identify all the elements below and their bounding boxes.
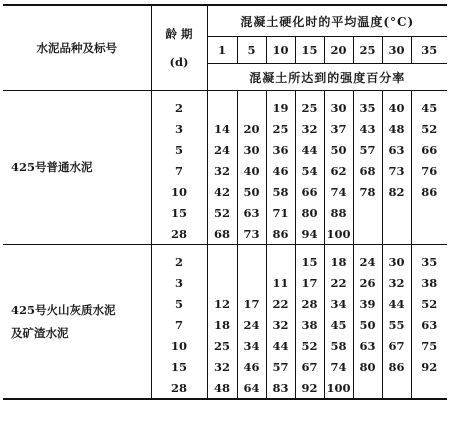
- strength-cell: [411, 223, 447, 245]
- strength-cell: 11: [266, 272, 295, 293]
- strength-cell: 74: [324, 181, 353, 202]
- strength-cell: 32: [295, 118, 324, 139]
- strength-cell: 37: [324, 118, 353, 139]
- strength-cell: 68: [207, 223, 237, 245]
- strength-cell: 63: [382, 139, 411, 160]
- strength-cell: 30: [324, 91, 353, 119]
- strength-cell: [382, 202, 411, 223]
- strength-cell: [207, 245, 237, 273]
- strength-cell: 43: [353, 118, 382, 139]
- cement-type-name: [3, 91, 151, 245]
- age-cell: 3: [151, 118, 207, 139]
- age-cell: 2: [151, 245, 207, 273]
- table-row: [3, 245, 447, 273]
- strength-cell: [353, 223, 382, 245]
- strength-cell: 26: [353, 272, 382, 293]
- strength-cell: 18: [207, 314, 237, 335]
- strength-cell: 58: [324, 335, 353, 356]
- strength-cell: [382, 377, 411, 399]
- strength-cell: 73: [382, 160, 411, 181]
- strength-cell: 17: [237, 293, 266, 314]
- strength-cell: [237, 272, 266, 293]
- temperature-col-35: 35: [411, 37, 447, 64]
- strength-cell: 34: [237, 335, 266, 356]
- strength-cell: [382, 223, 411, 245]
- age-cell: 15: [151, 202, 207, 223]
- strength-cell: 86: [266, 223, 295, 245]
- age-header-unit: (d): [169, 55, 189, 69]
- temperature-col-15: 15: [295, 37, 324, 64]
- age-cell: 28: [151, 377, 207, 399]
- strength-cell: 35: [411, 245, 447, 273]
- temperature-col-25: 25: [353, 37, 382, 64]
- strength-cell: 32: [207, 160, 237, 181]
- strength-cell: 25: [207, 335, 237, 356]
- strength-cell: 76: [411, 160, 447, 181]
- age-cell: 2: [151, 91, 207, 119]
- strength-cell: 46: [266, 160, 295, 181]
- temperature-col-30: 30: [382, 37, 411, 64]
- strength-cell: 83: [266, 377, 295, 399]
- strength-cell: [266, 245, 295, 273]
- strength-cell: 82: [382, 181, 411, 202]
- strength-cell: 18: [324, 245, 353, 273]
- temperature-header: 混凝土硬化时的平均温度(°C): [207, 5, 447, 37]
- strength-cell: 55: [382, 314, 411, 335]
- strength-cell: 44: [266, 335, 295, 356]
- strength-cell: 40: [382, 91, 411, 119]
- strength-cell: 58: [266, 181, 295, 202]
- strength-cell: 24: [207, 139, 237, 160]
- strength-cell: 57: [353, 139, 382, 160]
- strength-cell: 24: [237, 314, 266, 335]
- strength-cell: 45: [411, 91, 447, 119]
- age-header-label: 龄 期: [165, 27, 193, 41]
- strength-cell: 100: [324, 223, 353, 245]
- strength-cell: 44: [295, 139, 324, 160]
- strength-cell: 14: [207, 118, 237, 139]
- strength-cell: 50: [324, 139, 353, 160]
- cement-type-name-line: 及矿渣水泥: [11, 325, 69, 340]
- strength-cell: 22: [324, 272, 353, 293]
- strength-cell: 12: [207, 293, 237, 314]
- strength-cell: 32: [266, 314, 295, 335]
- strength-cell: 74: [324, 356, 353, 377]
- strength-cell: 45: [324, 314, 353, 335]
- strength-cell: 86: [382, 356, 411, 377]
- strength-cell: 80: [353, 356, 382, 377]
- strength-cell: 73: [237, 223, 266, 245]
- strength-cell: 34: [324, 293, 353, 314]
- strength-cell: 22: [266, 293, 295, 314]
- temperature-col-10: 10: [266, 37, 295, 64]
- strength-cell: 67: [382, 335, 411, 356]
- age-cell: 15: [151, 356, 207, 377]
- strength-cell: 48: [207, 377, 237, 399]
- age-cell: 28: [151, 223, 207, 245]
- strength-cell: 20: [237, 118, 266, 139]
- strength-cell: 92: [295, 377, 324, 399]
- age-cell: 7: [151, 314, 207, 335]
- strength-cell: 15: [295, 245, 324, 273]
- strength-cell: 32: [382, 272, 411, 293]
- strength-cell: 17: [295, 272, 324, 293]
- cement-type-name-line: 425号普通水泥: [11, 160, 93, 174]
- strength-cell: 66: [411, 139, 447, 160]
- strength-cell: 63: [411, 314, 447, 335]
- cement-type-header: 水泥品种及标号: [3, 5, 151, 91]
- strength-cell: [353, 377, 382, 399]
- strength-cell: 75: [411, 335, 447, 356]
- age-cell: 10: [151, 335, 207, 356]
- strength-cell: 66: [295, 181, 324, 202]
- strength-percent-header: 混凝土所达到的强度百分率: [207, 64, 447, 91]
- strength-cell: [207, 272, 237, 293]
- age-header: [151, 5, 207, 91]
- strength-cell: 78: [353, 181, 382, 202]
- strength-cell: [207, 91, 237, 119]
- strength-cell: 94: [295, 223, 324, 245]
- temperature-col-1: 1: [207, 37, 237, 64]
- strength-cell: 86: [411, 181, 447, 202]
- strength-cell: [411, 202, 447, 223]
- strength-cell: 64: [237, 377, 266, 399]
- strength-cell: 44: [382, 293, 411, 314]
- strength-cell: 52: [295, 335, 324, 356]
- strength-cell: 32: [207, 356, 237, 377]
- concrete-strength-table: [3, 4, 447, 400]
- strength-cell: 100: [324, 377, 353, 399]
- strength-cell: 63: [237, 202, 266, 223]
- cement-type-name-line: 425号火山灰质水泥: [11, 302, 116, 317]
- age-cell: 10: [151, 181, 207, 202]
- strength-cell: 80: [295, 202, 324, 223]
- strength-cell: 36: [266, 139, 295, 160]
- strength-cell: 71: [266, 202, 295, 223]
- strength-cell: [411, 377, 447, 399]
- strength-cell: 19: [266, 91, 295, 119]
- strength-cell: [237, 245, 266, 273]
- strength-cell: 88: [324, 202, 353, 223]
- strength-cell: 62: [324, 160, 353, 181]
- temperature-col-20: 20: [324, 37, 353, 64]
- strength-cell: 38: [411, 272, 447, 293]
- strength-cell: 46: [237, 356, 266, 377]
- strength-cell: 52: [411, 118, 447, 139]
- strength-cell: 42: [207, 181, 237, 202]
- strength-cell: [353, 202, 382, 223]
- strength-cell: 39: [353, 293, 382, 314]
- strength-cell: 48: [382, 118, 411, 139]
- strength-cell: 57: [266, 356, 295, 377]
- strength-cell: 63: [353, 335, 382, 356]
- table-row: [3, 91, 447, 119]
- strength-cell: 68: [353, 160, 382, 181]
- strength-cell: 50: [237, 181, 266, 202]
- strength-cell: 25: [295, 91, 324, 119]
- strength-cell: 92: [411, 356, 447, 377]
- strength-cell: 52: [411, 293, 447, 314]
- strength-cell: 30: [237, 139, 266, 160]
- strength-cell: 50: [353, 314, 382, 335]
- strength-cell: 28: [295, 293, 324, 314]
- strength-cell: 35: [353, 91, 382, 119]
- strength-cell: 38: [295, 314, 324, 335]
- cement-type-name: [3, 245, 151, 400]
- strength-cell: 54: [295, 160, 324, 181]
- age-cell: 5: [151, 139, 207, 160]
- strength-cell: 30: [382, 245, 411, 273]
- strength-cell: 25: [266, 118, 295, 139]
- strength-cell: 40: [237, 160, 266, 181]
- strength-cell: [237, 91, 266, 119]
- strength-cell: 24: [353, 245, 382, 273]
- strength-cell: 52: [207, 202, 237, 223]
- age-cell: 5: [151, 293, 207, 314]
- strength-cell: 67: [295, 356, 324, 377]
- age-cell: 3: [151, 272, 207, 293]
- temperature-col-5: 5: [237, 37, 266, 64]
- age-cell: 7: [151, 160, 207, 181]
